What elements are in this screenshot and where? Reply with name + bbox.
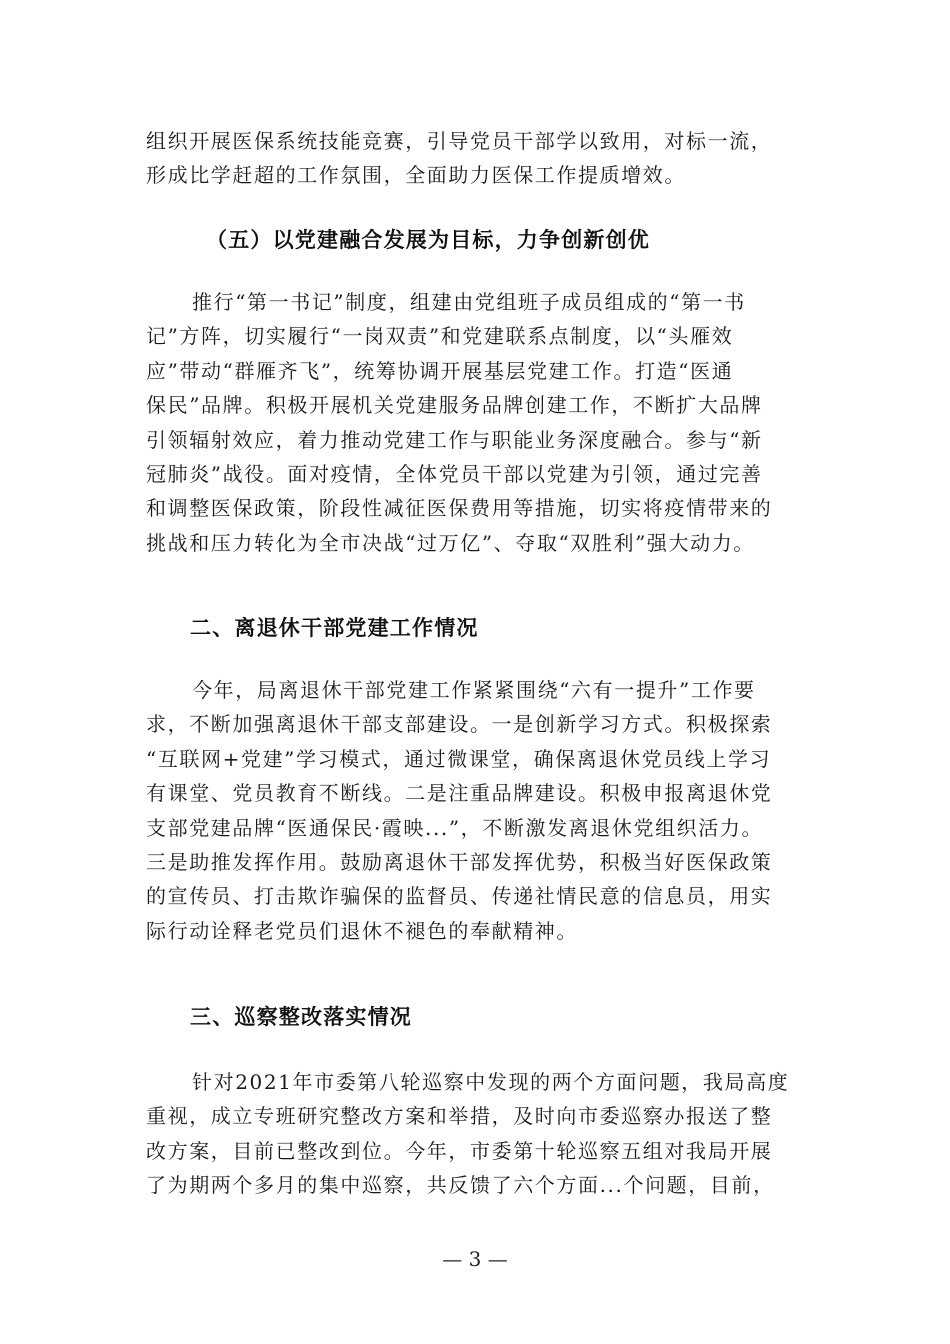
text-line: 三是助推发挥作用。鼓励离退休干部发挥优势，积极当好医保政策 xyxy=(146,850,773,875)
text-line: 求，不断加强离退休干部支部建设。一是创新学习方式。积极探索 xyxy=(146,712,773,737)
page-number: — 3 — xyxy=(442,1247,508,1271)
paragraph-retired-cadres xyxy=(146,673,812,948)
text-line: 和调整医保政策，阶段性减征医保费用等措施，切实将疫情带来的 xyxy=(146,496,773,521)
text-line: 保民”品牌。积极开展机关党建服务品牌创建工作，不断扩大品牌 xyxy=(146,393,763,418)
text-line: 了为期两个多月的集中巡察，共反馈了六个方面...个问题，目前， xyxy=(146,1173,775,1198)
text-line: 有课堂、党员教育不断线。二是注重品牌建设。积极申报离退休党 xyxy=(146,781,773,806)
text-line: 针对2021年市委第八轮巡察中发现的两个方面问题，我局高度 xyxy=(192,1070,790,1094)
text-line: 的宣传员、打击欺诈骗保的监督员、传递社情民意的信息员，用实 xyxy=(146,884,773,909)
text-line: 引领辐射效应，着力推动党建工作与职能业务深度融合。参与“新 xyxy=(146,427,763,452)
paragraph-skills-competition xyxy=(146,124,812,193)
section-heading-five: （五）以党建融合发展为目标，力争创新创优 xyxy=(206,228,650,252)
text-line: 际行动诠释老党员们退休不褪色的奉献精神。 xyxy=(146,918,578,943)
section-heading-three: 三、巡察整改落实情况 xyxy=(190,1005,412,1029)
text-line: 改方案，目前已整改到位。今年，市委第十轮巡察五组对我局开展 xyxy=(146,1138,773,1163)
text-line: 重视，成立专班研究整改方案和举措，及时向市委巡察办报送了整 xyxy=(146,1104,773,1129)
paragraph-first-secretary xyxy=(146,285,812,560)
text-line: 记”方阵，切实履行“一岗双责”和党建联系点制度，以“头雁效 xyxy=(146,324,734,349)
text-line: 应”带动“群雁齐飞”，统筹协调开展基层党建工作。打造“医通 xyxy=(146,358,734,383)
paragraph-inspection-rectification xyxy=(146,1065,812,1203)
section-heading-two: 二、离退休干部党建工作情况 xyxy=(190,616,479,640)
text-line: 冠肺炎”战役。面对疫情，全体党员干部以党建为引领，通过完善 xyxy=(146,462,763,487)
text-line: “互联网+党建”学习模式，通过微课堂，确保离退休党员线上学习 xyxy=(146,746,772,771)
text-line: 挑战和压力转化为全市决战“过万亿”、夺取“双胜利”强大动力。 xyxy=(146,530,755,555)
text-line: 形成比学赶超的工作氛围，全面助力医保工作提质增效。 xyxy=(146,163,686,188)
text-line: 支部党建品牌“医通保民·霞映...”，不断激发离退休党组织活力。 xyxy=(146,815,764,840)
text-line: 推行“第一书记”制度，组建由党组班子成员组成的“第一书 xyxy=(192,290,746,314)
text-line: 今年，局离退休干部党建工作紧紧围绕“六有一提升”工作要 xyxy=(192,678,756,702)
text-line: 组织开展医保系统技能竞赛，引导党员干部学以致用，对标一流， xyxy=(146,129,773,153)
